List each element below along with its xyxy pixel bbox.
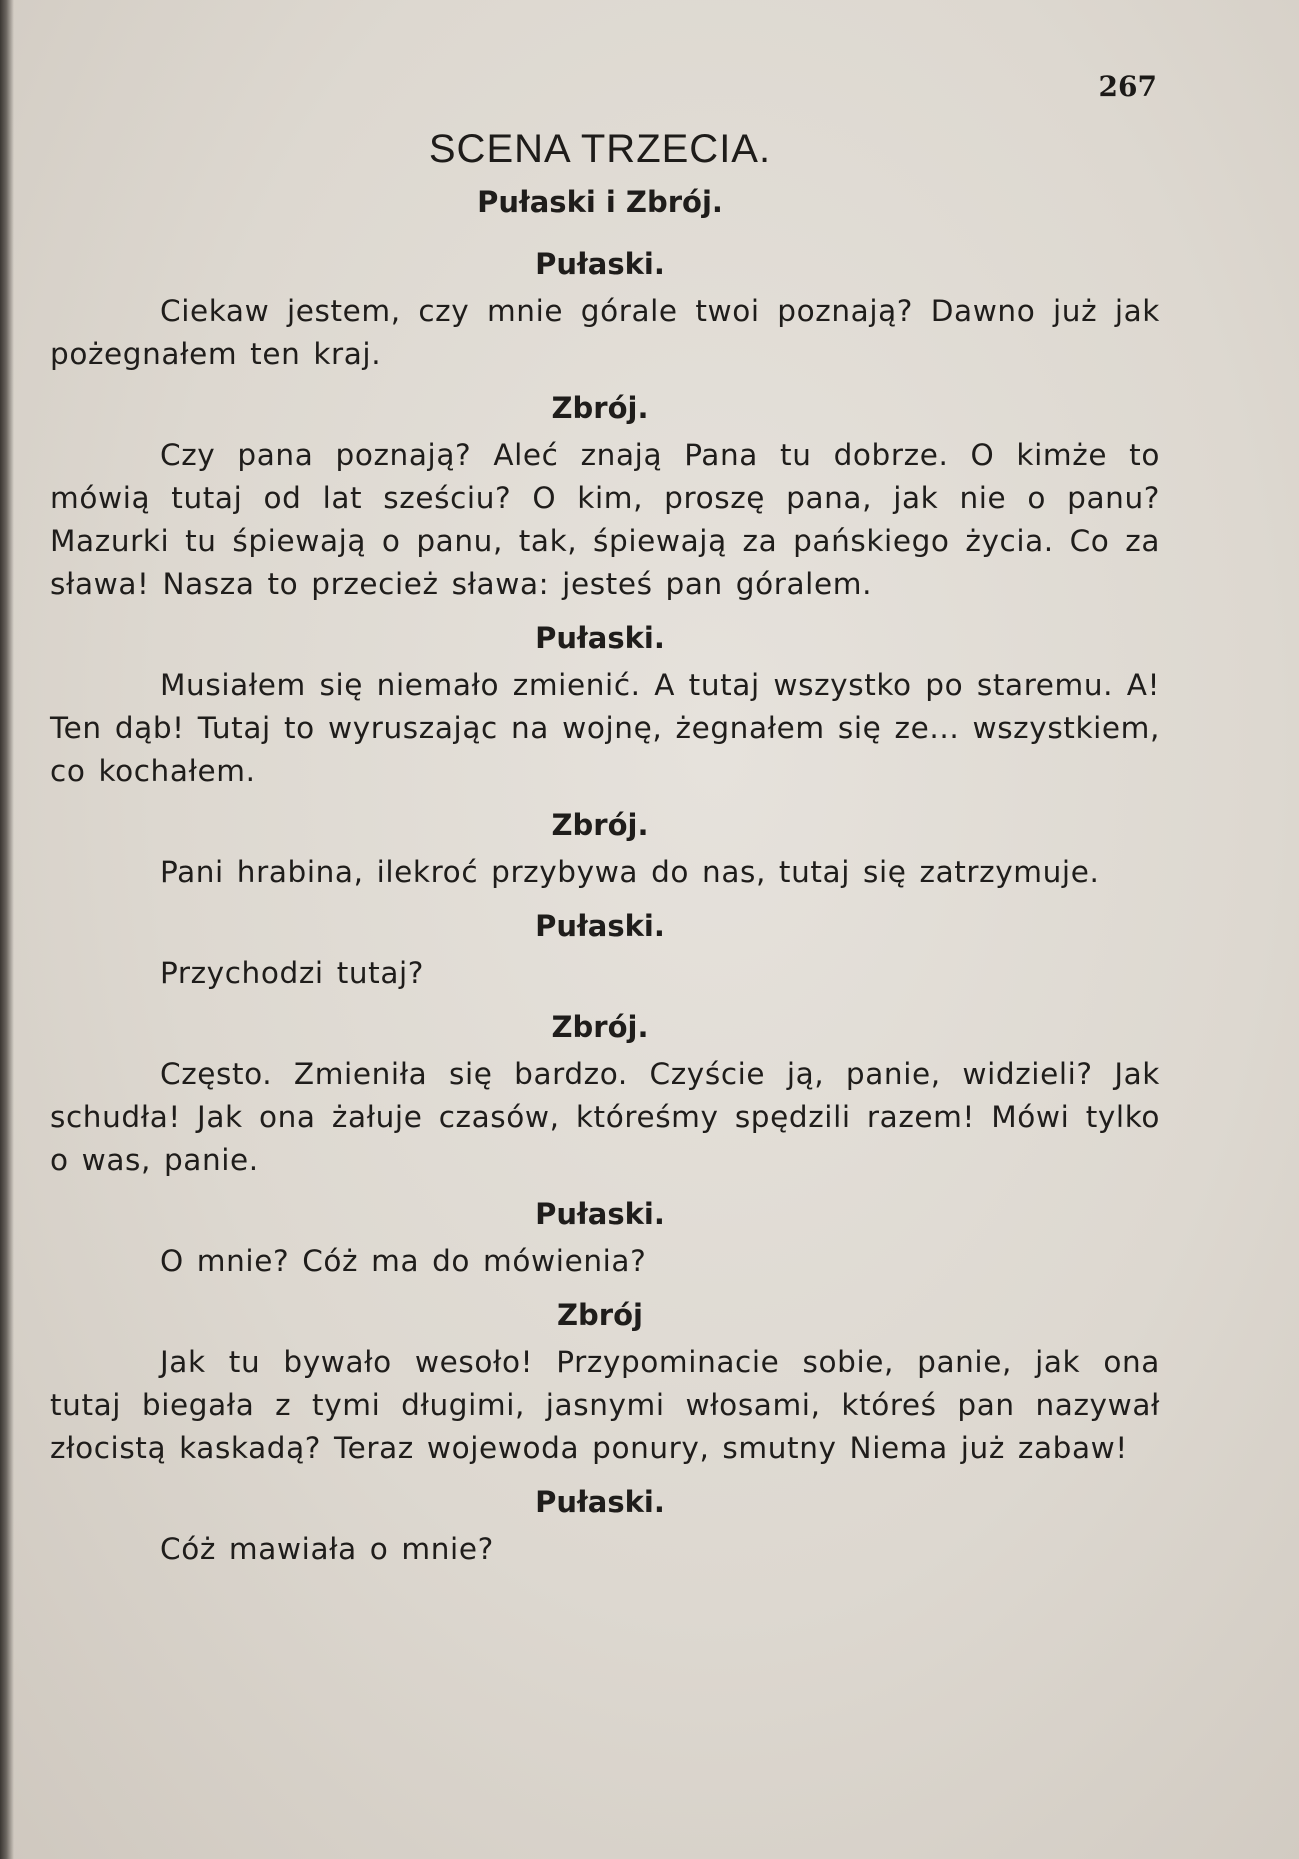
speech-text: Musiałem się niemało zmienić. A tutaj wszystko po staremu. A! Ten dąb! Tutaj to wyruszając na wojnę, żegnałem się ze... wszystkiem, co kochałem. [50,668,1160,788]
speech-text: Cóż mawiała o mnie? [160,1532,494,1566]
speech-text: Jak tu bywało wesoło! Przypominacie sobie, panie, jak ona tutaj biegała z tymi długimi, jasnymi włosami, któreś pan nazywał złocistą kaskadą? Teraz wojewoda ponury, smutny Niema już zabaw! [50,1345,1160,1465]
page-number: 267 [1098,70,1157,103]
speaker-name: Zbrój [557,1298,643,1332]
speaker-name: Zbrój. [551,1010,649,1044]
speaker-name: Pułaski. [535,247,665,281]
scene-title: SCENA TRZECIA. [428,127,772,171]
speech-text: Pani hrabina, ilekroć przybywa do nas, tutaj się zatrzymuje. [160,855,1100,889]
speech-text: Często. Zmieniła się bardzo. Czyście ją, panie, widzieli? Jak schudła! Jak ona żałuje czasów, któreśmy spędzili razem! Mówi tylko o was, panie. [50,1057,1160,1177]
speaker-name: Pułaski. [535,1197,665,1231]
speaker-name: Zbrój. [551,391,649,425]
speaker-name: Pułaski. [535,1485,665,1519]
speaker-name: Zbrój. [551,808,649,842]
speech-text: Ciekaw jestem, czy mnie górale twoi poznają? Dawno już jak pożegnałem ten kraj. [50,294,1160,371]
speech-text: Przychodzi tutaj? [160,956,425,990]
scene-persons: Pułaski i Zbrój. [477,185,723,219]
dialogue-block [50,240,1160,1571]
page-content [50,120,1160,1575]
speech-text: O mnie? Cóż ma do mówienia? [160,1244,647,1278]
speaker-name: Pułaski. [535,621,665,655]
speaker-name: Pułaski. [535,909,665,943]
page-binding-shadow [0,0,14,1859]
speech-text: Czy pana poznają? Alеć znają Pana tu dobrze. O kimże to mówią tutaj od lat sześciu? O kim, proszę pana, jak nie o panu? Mazurki tu śpiewają o panu, tak, śpiewają za pańskiego życia. Co za sława! Nasza to przecież sława: jesteś pan góralem. [50,438,1160,601]
